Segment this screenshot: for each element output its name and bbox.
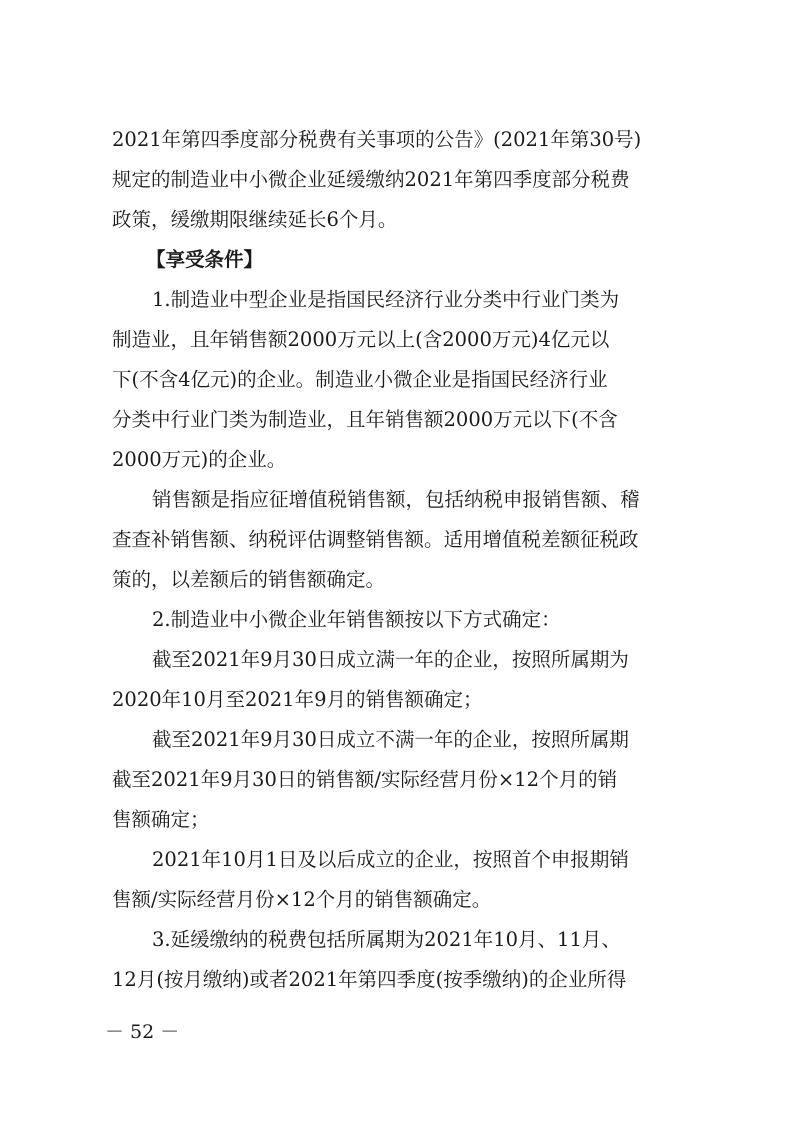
- paragraph-line: 2000万元)的企业。: [112, 448, 287, 471]
- paragraph-line: 1.制造业中型企业是指国民经济行业分类中行业门类为: [152, 288, 620, 311]
- paragraph-line: 政策，缓缴期限继续延长6个月。: [112, 208, 398, 231]
- paragraph-line: 3.延缓缴纳的税费包括所属期为2021年10月、11月、: [152, 928, 621, 951]
- paragraph-line: 售额/实际经营月份×12个月的销售额确定。: [112, 888, 492, 911]
- paragraph-line: 2.制造业中小微企业年销售额按以下方式确定：: [152, 608, 561, 631]
- paragraph-line: 规定的制造业中小微企业延缓缴纳2021年第四季度部分税费: [112, 168, 630, 191]
- paragraph-line: 售额确定；: [112, 808, 210, 831]
- page-number: － 52 －: [105, 1021, 180, 1043]
- paragraph-line: 12月(按月缴纳)或者2021年第四季度(按季缴纳)的企业所得: [112, 968, 627, 991]
- paragraph-line: 截至2021年9月30日成立不满一年的企业，按照所属期: [152, 728, 629, 751]
- section-heading: 【享受条件】: [146, 248, 264, 271]
- paragraph-line: 2020年10月至2021年9月的销售额确定；: [112, 688, 483, 711]
- paragraph-line: 销售额是指应征增值税销售额，包括纳税申报销售额、稽: [152, 488, 640, 511]
- paragraph-line: 2021年第四季度部分税费有关事项的公告》(2021年第30号): [112, 128, 642, 151]
- paragraph-line: 截至2021年9月30日成立满一年的企业，按照所属期为: [152, 648, 629, 671]
- paragraph-line: 下(不含4亿元)的企业。制造业小微企业是指国民经济行业: [112, 368, 608, 391]
- paragraph-line: 策的，以差额后的销售额确定。: [112, 568, 386, 591]
- paragraph-line: 制造业，且年销售额2000万元以上(含2000万元)4亿元以: [112, 328, 610, 351]
- paragraph-line: 截至2021年9月30日的销售额/实际经营月份×12个月的销: [112, 768, 618, 791]
- paragraph-line: 2021年10月1日及以后成立的企业，按照首个申报期销: [152, 848, 629, 871]
- paragraph-line: 分类中行业门类为制造业，且年销售额2000万元以下(不含: [112, 408, 618, 431]
- paragraph-line: 查查补销售额、纳税评估调整销售额。适用增值税差额征税政: [112, 528, 639, 551]
